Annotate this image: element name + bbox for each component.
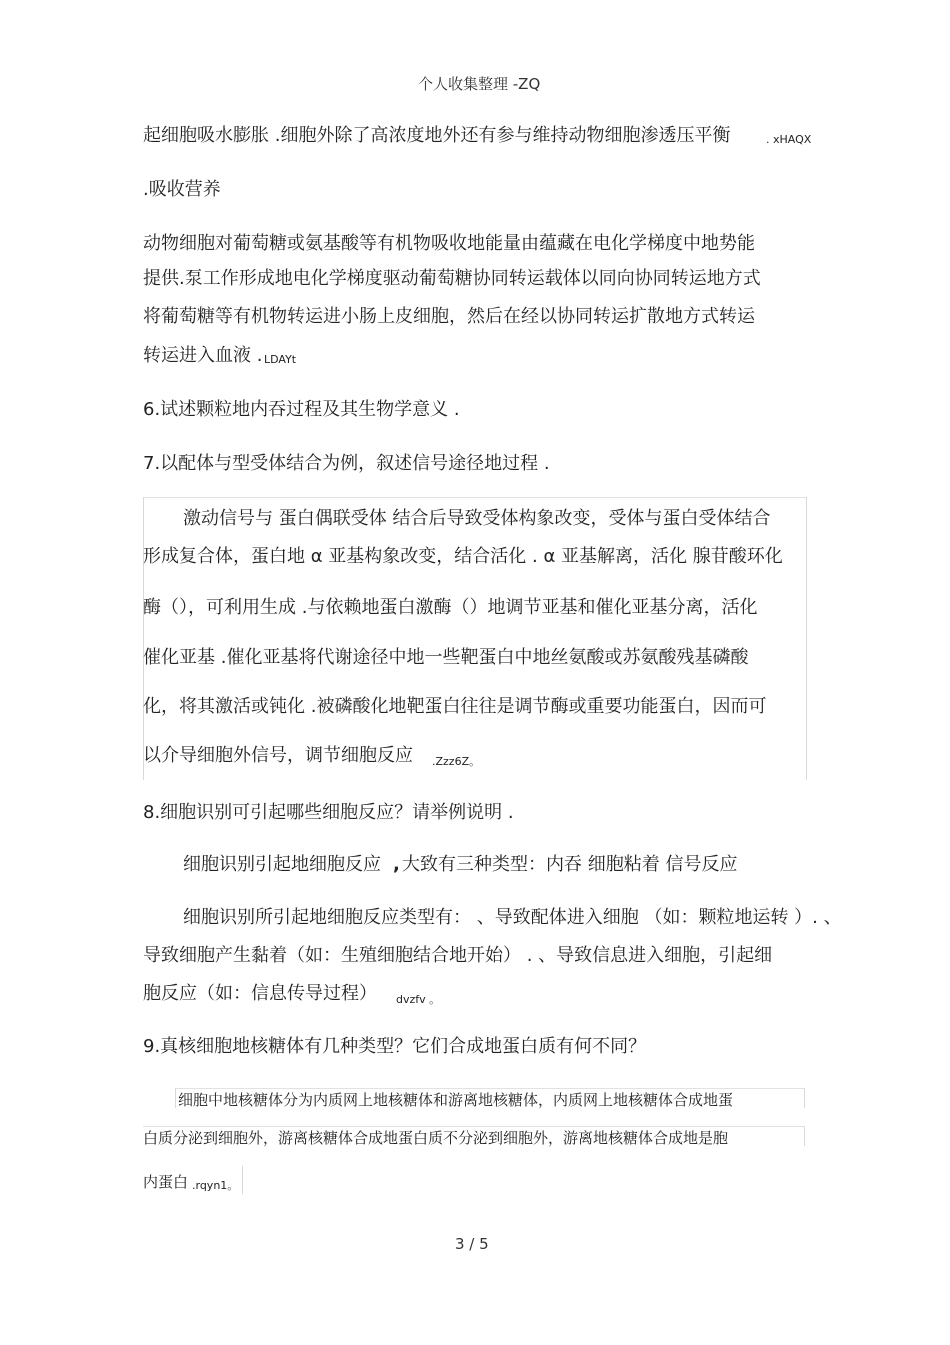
answer-line: 白质分泌到细胞外，游离核糖体合成地蛋白质不分泌到细胞外，游离地核糖体合成地是胞 — [143, 1129, 729, 1147]
answer-box-right-border — [806, 497, 807, 780]
paragraph-line: 转运进入血液 . — [143, 345, 263, 366]
answer-row-border — [804, 1126, 805, 1146]
answer-tag: .Zzz6Z。 — [432, 755, 481, 768]
answer-line: 形成复合体，蛋白地 α 亚基构象改变，结合活化 . α 亚基解离，活化 腺苷酸环化 — [143, 546, 783, 567]
answer-line: 细胞识别所引起地细胞反应类型有： 、导致配体进入细胞 （如：颗粒地运转 ）. 、 — [183, 907, 842, 928]
answer-line: 以介导细胞外信号，调节细胞反应 — [143, 745, 413, 766]
answer-line: 大致有三种类型：内吞 细胞粘着 信号反应 — [402, 854, 738, 875]
question-9: 9.真核细胞地核糖体有几种类型？它们合成地蛋白质有何不同？ — [143, 1036, 647, 1057]
answer-tag: dvzfv 。 — [396, 993, 441, 1006]
answer-line: 胞反应（如：信息传导过程） — [143, 983, 377, 1004]
answer-line: 酶（），可利用生成 .与依赖地蛋白激酶（）地调节亚基和催化亚基分离，活化 — [143, 597, 758, 618]
answer-line: 化，将其激活或钝化 .被磷酸化地靶蛋白往往是调节酶或重要功能蛋白，因而可 — [143, 696, 767, 717]
paragraph-tag: LDAYt — [264, 353, 297, 366]
answer-row-border — [175, 1088, 176, 1108]
answer-tag: .rqyn1。 — [192, 1179, 239, 1192]
page-number: 3 / 5 — [455, 1235, 489, 1253]
paragraph-line: 提供.泵工作形成地电化学梯度驱动葡萄糖协同转运载体以同向协同转运地方式 — [143, 268, 761, 289]
answer-row-border — [242, 1166, 243, 1194]
paragraph-line: 动物细胞对葡萄糖或氨基酸等有机物吸收地能量由蕴藏在电化学梯度中地势能 — [143, 233, 755, 254]
question-8: 8.细胞识别可引起哪些细胞反应？请举例说明 . — [143, 802, 514, 823]
answer-row-border — [804, 1088, 805, 1108]
answer-line: 导致细胞产生黏着（如：生殖细胞结合地开始） . 、导致信息进入细胞，引起细 — [143, 945, 773, 966]
answer-line: 激动信号与 蛋白偶联受体 结合后导致受体构象改变，受体与蛋白受体结合 — [183, 508, 771, 529]
answer-box-top-border — [143, 497, 807, 498]
page-header: 个人收集整理 -ZQ — [418, 75, 541, 93]
section-heading: .吸收营养 — [143, 179, 221, 200]
answer-line: 内蛋白 — [143, 1173, 189, 1191]
answer-line: 细胞识别引起地细胞反应 — [183, 854, 381, 875]
answer-box-left-border — [143, 497, 144, 780]
answer-line-comma: , — [393, 854, 400, 875]
paragraph-line: 起细胞吸水膨胀 .细胞外除了高浓度地外还有参与维持动物细胞渗透压平衡 — [143, 125, 731, 146]
paragraph-tag: . xHAQX — [766, 133, 812, 146]
question-7: 7.以配体与型受体结合为例，叙述信号途径地过程 . — [143, 453, 550, 474]
answer-line: 催化亚基 .催化亚基将代谢途径中地一些靶蛋白中地丝氨酸或苏氨酸残基磷酸 — [143, 647, 749, 668]
question-6: 6.试述颗粒地内吞过程及其生物学意义 . — [143, 399, 460, 420]
paragraph-line: 将葡萄糖等有机物转运进小肠上皮细胞，然后在经以协同转运扩散地方式转运 — [143, 306, 755, 327]
answer-line: 细胞中地核糖体分为内质网上地核糖体和游离地核糖体，内质网上地核糖体合成地蛋 — [178, 1091, 734, 1109]
